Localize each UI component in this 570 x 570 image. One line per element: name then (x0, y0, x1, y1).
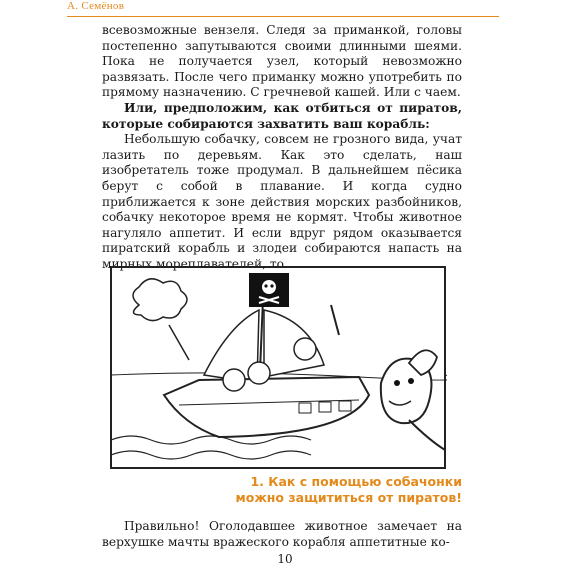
pirate-head-3 (294, 338, 316, 360)
paragraph-continuation: всевозможные вензеля. Следя за приманкой, головы постепенно запутываются своими длинными шеями. Пока не получается узел, который невозможно развязать. После чего приманку можно употребить по прямому назначению. С гречневой кашей. Или с чаем. (102, 23, 462, 100)
caption-line-2: можно защититься от пиратов! (235, 490, 462, 505)
paragraph-bottom: Правильно! Оголодавшее животное замечает на верхушке мачты вражеского корабля аппетитные ко- (102, 519, 462, 549)
body-text-bottom (102, 519, 462, 550)
page-number: 10 (277, 552, 293, 566)
illustration-caption (236, 474, 462, 506)
paragraph-dog: Небольшую собачку, совсем не грозного вида, учат лазить по деревьям. Как это сделать, наш изобретатель тоже продумал. В дальнейшем пёсика берут с собой в плавание. И когда судно приближается к зоне действия морских разбойников, собачку некоторое время не кормят. Чтобы животное нагуляло аппетит. И если вдруг рядом оказывается пиратский корабль и злодеи собираются напасть на мирных мореплавателей, то... (102, 132, 462, 271)
body-text-top (102, 23, 462, 273)
header-rule (67, 16, 499, 17)
question-heading (102, 101, 462, 132)
pirate-head-1 (223, 369, 245, 391)
cannon-smoke (133, 279, 187, 321)
caption-line-1: 1. Как с помощью собачонки (250, 474, 462, 489)
question-bold: Или, предположим, как отбиться от пиратов, которые собираются захватить ваш корабль: (102, 100, 462, 131)
ship-hull (164, 377, 369, 437)
pirate-ship-illustration (109, 265, 447, 470)
skull-icon (262, 280, 276, 294)
running-header-author: А. Семёнов (67, 0, 125, 12)
pirate-head-2 (248, 362, 270, 384)
